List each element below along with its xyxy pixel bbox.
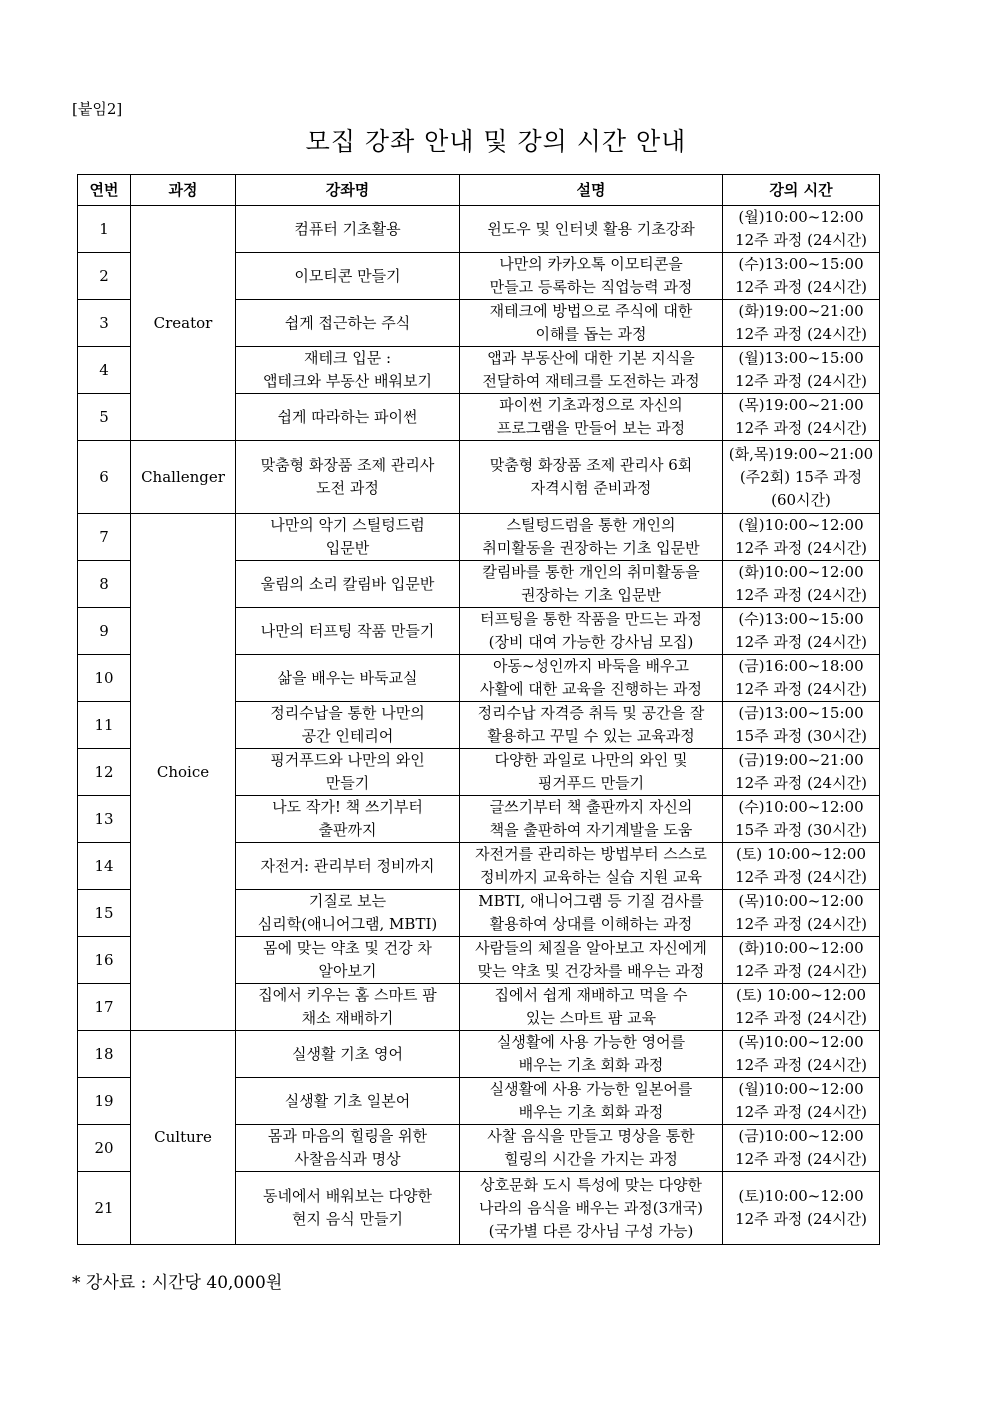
course-name-cell-line: 이모티콘 만들기 (294, 266, 401, 285)
description-cell-line: 취미활동을 권장하는 기초 입문반 (482, 539, 700, 557)
row-number: 8 (78, 561, 131, 608)
description-cell-line: 사활에 대한 교육을 진행하는 과정 (480, 680, 702, 698)
schedule-cell-line: 12주 과정 (24시간) (735, 539, 867, 557)
description-cell-line: 책을 출판하여 자기계발을 도움 (489, 821, 693, 839)
course-name-cell (236, 300, 460, 347)
row-number: 17 (78, 984, 131, 1031)
course-name-cell-line: 재테크 입문 : (303, 349, 392, 367)
schedule-cell-line: (월)13:00~15:00 (738, 349, 864, 367)
row-number: 1 (78, 206, 131, 253)
table-row (78, 441, 880, 514)
description-cell-line: 나라의 음식을 배우는 과정(3개국) (479, 1198, 703, 1217)
attachment-label: [붙임2] (72, 100, 123, 118)
row-number: 10 (78, 655, 131, 702)
description-cell (460, 608, 723, 655)
schedule-cell-line: (주2회) 15주 과정 (739, 467, 863, 486)
course-name-cell (236, 608, 460, 655)
description-cell-line: 활용하고 꾸밀 수 있는 교육과정 (487, 727, 695, 745)
course-name-cell-line: 핑거푸드와 나만의 와인 (270, 751, 425, 769)
header-description: 설명 (460, 175, 723, 206)
schedule-cell-line: 12주 과정 (24시간) (735, 278, 867, 296)
description-cell (460, 1078, 723, 1125)
description-cell-line: (국가별 다른 강사님 구성 가능) (488, 1221, 694, 1240)
schedule-cell (723, 796, 880, 843)
description-cell (460, 1172, 723, 1245)
row-number: 12 (78, 749, 131, 796)
schedule-cell (723, 843, 880, 890)
schedule-cell (723, 441, 880, 514)
course-name-cell-line: 현지 음식 만들기 (292, 1210, 403, 1228)
description-cell (460, 347, 723, 394)
description-cell (460, 796, 723, 843)
table-header-row (78, 175, 880, 206)
course-name-cell-line: 쉽게 접근하는 주식 (284, 313, 411, 332)
description-cell (460, 890, 723, 937)
course-name-cell-line: 기질로 보는 (308, 892, 387, 910)
description-cell-line: 배우는 기초 회화 과정 (518, 1056, 664, 1074)
schedule-cell-line: (수)13:00~15:00 (738, 255, 864, 273)
schedule-cell-line: 12주 과정 (24시간) (735, 868, 867, 886)
schedule-cell (723, 1031, 880, 1078)
schedule-cell (723, 561, 880, 608)
course-name-cell (236, 514, 460, 561)
description-cell (460, 937, 723, 984)
table-row (78, 206, 880, 253)
schedule-cell (723, 702, 880, 749)
description-cell-line: 권장하는 기초 입문반 (521, 586, 661, 604)
row-number: 21 (78, 1172, 131, 1245)
schedule-cell-line: (월)10:00~12:00 (738, 208, 864, 226)
course-name-cell (236, 749, 460, 796)
schedule-cell-line: 12주 과정 (24시간) (735, 1009, 867, 1027)
description-cell (460, 514, 723, 561)
header-course-name: 강좌명 (236, 175, 460, 206)
description-cell-line: 정리수납 자격증 취득 및 공간을 잘 (477, 704, 705, 722)
course-table (77, 174, 880, 1245)
description-cell (460, 702, 723, 749)
description-cell (460, 253, 723, 300)
schedule-cell (723, 206, 880, 253)
description-cell-line: 스틸텅드럼을 통한 개인의 (506, 516, 676, 534)
category-cell: Creator (131, 206, 236, 441)
schedule-cell-line: (금)10:00~12:00 (738, 1127, 864, 1145)
course-name-cell-line: 나만의 터프팅 작품 만들기 (260, 621, 435, 640)
schedule-cell (723, 1125, 880, 1172)
course-name-cell (236, 843, 460, 890)
course-name-cell-line: 자전거: 관리부터 정비까지 (260, 856, 435, 875)
description-cell-line: 배우는 기초 회화 과정 (518, 1103, 664, 1121)
course-name-cell-line: 입문반 (325, 539, 370, 557)
schedule-cell (723, 347, 880, 394)
schedule-cell-line: (월)10:00~12:00 (738, 1080, 864, 1098)
schedule-cell-line: 15주 과정 (30시간) (735, 821, 867, 839)
course-name-cell-line: 알아보기 (318, 962, 377, 980)
table-row (78, 1031, 880, 1078)
description-cell (460, 655, 723, 702)
schedule-cell-line: 12주 과정 (24시간) (735, 774, 867, 792)
row-number: 16 (78, 937, 131, 984)
course-name-cell-line: 출판까지 (318, 821, 377, 839)
category-cell: Choice (131, 514, 236, 1031)
description-cell-line: 자격시험 준비과정 (530, 479, 652, 497)
description-cell-line: 상호문화 도시 특성에 맞는 다양한 (480, 1175, 702, 1194)
schedule-cell-line: 12주 과정 (24시간) (735, 325, 867, 343)
schedule-cell-line: 12주 과정 (24시간) (735, 372, 867, 390)
schedule-cell-line: 12주 과정 (24시간) (735, 231, 867, 249)
description-cell (460, 300, 723, 347)
description-cell (460, 206, 723, 253)
row-number: 6 (78, 441, 131, 514)
course-name-cell-line: 몸에 맞는 약초 및 건강 차 (263, 939, 432, 957)
description-cell-line: 다양한 과일로 나만의 와인 및 (494, 751, 688, 769)
schedule-cell-line: (화)19:00~21:00 (738, 302, 864, 320)
course-name-cell-line: 심리학(애니어그램, MBTI) (257, 915, 438, 933)
description-cell-line: 활용하여 상대를 이해하는 과정 (489, 915, 693, 933)
schedule-cell (723, 608, 880, 655)
description-cell-line: 이해를 돕는 과정 (535, 325, 647, 343)
schedule-cell-line: (토)10:00~12:00 (738, 1187, 864, 1205)
schedule-cell (723, 1172, 880, 1245)
row-number: 3 (78, 300, 131, 347)
course-name-cell (236, 890, 460, 937)
description-cell-line: 실생활에 사용 가능한 영어를 (496, 1033, 686, 1051)
description-cell (460, 749, 723, 796)
description-cell-line: 있는 스마트 팜 교육 (525, 1009, 657, 1027)
course-name-cell (236, 702, 460, 749)
course-name-cell-line: 울림의 소리 칼림바 입문반 (260, 574, 435, 593)
schedule-cell-line: 12주 과정 (24시간) (735, 1150, 867, 1168)
schedule-cell-line: (목)10:00~12:00 (738, 892, 864, 910)
schedule-cell-line: (수)13:00~15:00 (738, 610, 864, 628)
row-number: 13 (78, 796, 131, 843)
schedule-cell-line: 12주 과정 (24시간) (735, 1103, 867, 1121)
schedule-cell-line: 12주 과정 (24시간) (735, 1210, 867, 1228)
schedule-cell-line: (금)13:00~15:00 (738, 704, 864, 722)
row-number: 2 (78, 253, 131, 300)
description-cell (460, 1031, 723, 1078)
description-cell-line: 만들고 등록하는 직업능력 과정 (489, 278, 693, 296)
description-cell-line: 사찰 음식을 만들고 명상을 통한 (487, 1127, 695, 1145)
row-number: 14 (78, 843, 131, 890)
description-cell-line: (장비 대여 가능한 강사님 모집) (488, 633, 694, 651)
course-name-cell-line: 나만의 악기 스틸텅드럼 (270, 516, 425, 534)
course-name-cell (236, 1125, 460, 1172)
row-number: 11 (78, 702, 131, 749)
schedule-cell (723, 1078, 880, 1125)
course-name-cell-line: 동네에서 배워보는 다양한 (263, 1187, 432, 1205)
table-row (78, 514, 880, 561)
schedule-cell-line: 12주 과정 (24시간) (735, 962, 867, 980)
description-cell-line: 실생활에 사용 가능한 일본어를 (489, 1080, 693, 1098)
course-name-cell-line: 앱테크와 부동산 배워보기 (263, 372, 432, 390)
schedule-cell-line: (토) 10:00~12:00 (736, 845, 866, 863)
row-number: 5 (78, 394, 131, 441)
course-name-cell-line: 맞춤형 화장품 조제 관리사 (260, 456, 435, 474)
course-name-cell-line: 컴퓨터 기초활용 (294, 219, 401, 238)
header-no: 연번 (78, 175, 131, 206)
description-cell-line: 나만의 카카오톡 이모티콘을 (499, 255, 683, 273)
description-cell-line: 맞춤형 화장품 조제 관리사 6회 (489, 456, 693, 474)
description-cell-line: 프로그램을 만들어 보는 과정 (496, 419, 686, 437)
course-name-cell-line: 정리수납을 통한 나만의 (270, 704, 425, 722)
course-name-cell-line: 사찰음식과 명상 (294, 1150, 401, 1168)
course-name-cell-line: 나도 작가! 책 쓰기부터 (272, 798, 423, 816)
schedule-cell-line: 12주 과정 (24시간) (735, 915, 867, 933)
schedule-cell-line: (금)19:00~21:00 (738, 751, 864, 769)
description-cell-line: 터프팅을 통한 작품을 만드는 과정 (480, 610, 702, 628)
course-name-cell-line: 삶을 배우는 바둑교실 (277, 668, 418, 687)
description-cell-line: 앱과 부동산에 대한 기본 지식을 (487, 349, 695, 367)
description-cell-line: 집에서 쉽게 재배하고 먹을 수 (494, 986, 688, 1004)
schedule-cell-line: 12주 과정 (24시간) (735, 680, 867, 698)
course-name-cell-line: 집에서 키우는 홈 스마트 팜 (258, 986, 437, 1004)
schedule-cell-line: (금)16:00~18:00 (738, 657, 864, 675)
schedule-cell (723, 394, 880, 441)
schedule-cell (723, 300, 880, 347)
schedule-cell-line: (월)10:00~12:00 (738, 516, 864, 534)
course-name-cell-line: 실생활 기초 일본어 (284, 1091, 411, 1110)
schedule-cell-line: (목)19:00~21:00 (738, 396, 864, 414)
schedule-cell (723, 655, 880, 702)
schedule-cell-line: (화)10:00~12:00 (738, 939, 864, 957)
course-name-cell-line: 쉽게 따라하는 파이썬 (277, 407, 418, 426)
description-cell (460, 394, 723, 441)
schedule-cell-line: (화)10:00~12:00 (738, 563, 864, 581)
description-cell-line: 정비까지 교육하는 실습 지원 교육 (480, 868, 702, 886)
description-cell-line: 글쓰기부터 책 출판까지 자신의 (489, 798, 693, 816)
course-name-cell (236, 441, 460, 514)
description-cell-line: 재테크에 방법으로 주식에 대한 (489, 302, 693, 320)
course-name-cell-line: 만들기 (325, 774, 370, 792)
course-name-cell (236, 206, 460, 253)
category-cell: Challenger (131, 441, 236, 514)
description-cell (460, 441, 723, 514)
description-cell-line: 핑거푸드 만들기 (537, 774, 645, 792)
schedule-cell (723, 937, 880, 984)
course-name-cell (236, 1031, 460, 1078)
schedule-cell-line: 12주 과정 (24시간) (735, 1056, 867, 1074)
course-name-cell-line: 몸과 마음의 힐링을 위한 (267, 1127, 428, 1145)
row-number: 20 (78, 1125, 131, 1172)
category-cell: Culture (131, 1031, 236, 1245)
description-cell-line: 칼림바를 통한 개인의 취미활동을 (482, 563, 700, 581)
schedule-cell-line: 12주 과정 (24시간) (735, 633, 867, 651)
description-cell-line: 파이썬 기초과정으로 자신의 (499, 396, 683, 414)
schedule-cell-line: 12주 과정 (24시간) (735, 586, 867, 604)
schedule-cell-line: 15주 과정 (30시간) (735, 727, 867, 745)
row-number: 9 (78, 608, 131, 655)
table-body (78, 206, 880, 1245)
description-cell-line: 사람들의 체질을 알아보고 자신에게 (475, 939, 707, 957)
description-cell-line: 자전거를 관리하는 방법부터 스스로 (475, 845, 707, 863)
description-cell-line: 윈도우 및 인터넷 활용 기초강좌 (487, 219, 695, 238)
description-cell-line: MBTI, 애니어그램 등 기질 검사를 (478, 892, 704, 910)
description-cell (460, 984, 723, 1031)
schedule-cell-line: (수)10:00~12:00 (738, 798, 864, 816)
course-name-cell (236, 796, 460, 843)
schedule-cell (723, 514, 880, 561)
header-category: 과정 (131, 175, 236, 206)
description-cell (460, 561, 723, 608)
course-name-cell-line: 채소 재배하기 (301, 1009, 394, 1027)
course-name-cell-line: 도전 과정 (316, 479, 379, 497)
description-cell-line: 전달하여 재테크를 도전하는 과정 (482, 372, 700, 390)
row-number: 15 (78, 890, 131, 937)
course-name-cell (236, 561, 460, 608)
fee-footnote: * 강사료 : 시간당 40,000원 (72, 1273, 283, 1293)
row-number: 4 (78, 347, 131, 394)
course-name-cell (236, 937, 460, 984)
course-name-cell (236, 655, 460, 702)
course-name-cell (236, 253, 460, 300)
description-cell (460, 843, 723, 890)
row-number: 19 (78, 1078, 131, 1125)
course-name-cell (236, 1078, 460, 1125)
description-cell-line: 아동~성인까지 바둑을 배우고 (493, 657, 689, 675)
schedule-cell-line: (목)10:00~12:00 (738, 1033, 864, 1051)
page-title: 모집 강좌 안내 및 강의 시간 안내 (305, 127, 687, 156)
schedule-cell (723, 253, 880, 300)
description-cell-line: 맞는 약초 및 건강차를 배우는 과정 (477, 962, 705, 980)
schedule-cell-line: (토) 10:00~12:00 (736, 986, 866, 1004)
course-name-cell (236, 394, 460, 441)
row-number: 18 (78, 1031, 131, 1078)
course-name-cell-line: 실생활 기초 영어 (292, 1044, 403, 1063)
schedule-cell-line: 12주 과정 (24시간) (735, 419, 867, 437)
header-schedule: 강의 시간 (723, 175, 880, 206)
schedule-cell (723, 984, 880, 1031)
course-name-cell (236, 347, 460, 394)
course-name-cell (236, 984, 460, 1031)
schedule-cell-line: (60시간) (771, 490, 831, 509)
row-number: 7 (78, 514, 131, 561)
description-cell-line: 힐링의 시간을 가지는 과정 (504, 1150, 678, 1168)
description-cell (460, 1125, 723, 1172)
schedule-cell (723, 749, 880, 796)
course-name-cell-line: 공간 인테리어 (301, 727, 394, 745)
schedule-cell (723, 890, 880, 937)
schedule-cell-line: (화,목)19:00~21:00 (728, 444, 874, 463)
course-name-cell (236, 1172, 460, 1245)
